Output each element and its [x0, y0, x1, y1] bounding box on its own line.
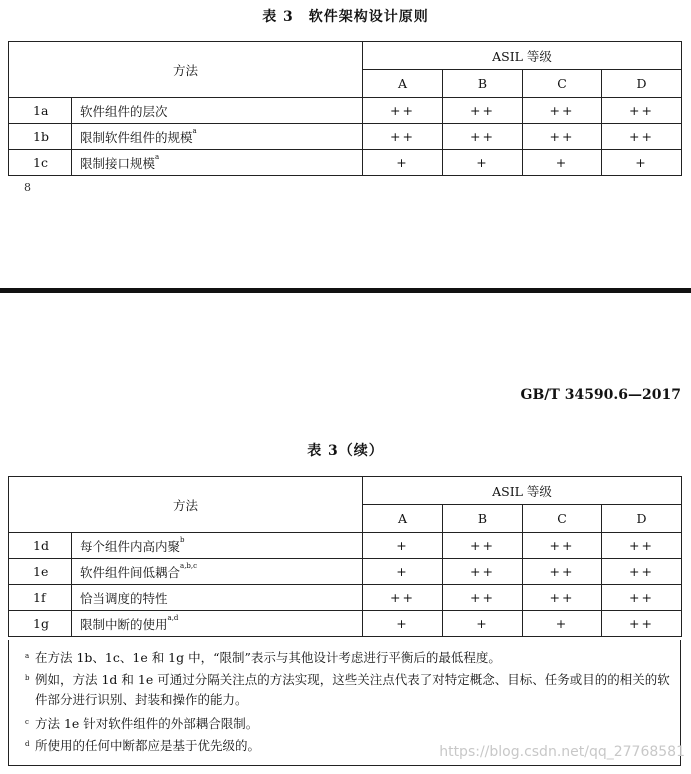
mark-d: ++: [602, 559, 682, 585]
table-row: [9, 150, 682, 176]
method-code: 1g: [9, 611, 72, 637]
method-code: 1e: [9, 559, 72, 585]
mark-a: ++: [363, 98, 443, 124]
table-row: [9, 585, 682, 611]
method-code: 1b: [9, 124, 72, 150]
asil-level-d: D: [602, 505, 682, 533]
asil-level-c: C: [523, 505, 602, 533]
mark-b: ++: [443, 585, 523, 611]
asil-level-d: D: [602, 70, 682, 98]
mark-c: +: [523, 611, 602, 637]
method-name: 限制软件组件的规模$^a$: [72, 124, 363, 150]
mark-c: ++: [523, 124, 602, 150]
method-name: 每个组件内高内聚$^b$: [72, 533, 363, 559]
asil-level-b: B: [443, 505, 523, 533]
asil-header: ASIL 等级: [363, 477, 682, 505]
footnote-text: 方法 1e 针对软件组件的外部耦合限制。: [35, 716, 259, 731]
footnote-label: d: [25, 740, 30, 748]
mark-b: ++: [443, 98, 523, 124]
footnote-ref: a: [155, 152, 160, 161]
method-header: 方法: [9, 42, 363, 98]
footnote-ref: a: [192, 126, 197, 135]
table-row: [9, 124, 682, 150]
method-name: 软件组件的层次: [72, 98, 363, 124]
asil-table-top: [8, 41, 682, 176]
footnote-text: 在方法 1b、1c、1e 和 1g 中，“限制”表示与其他设计考虑进行平衡后的最低程度。: [35, 650, 501, 665]
footnote-ref: b: [180, 535, 185, 544]
mark-c: ++: [523, 98, 602, 124]
mark-b: +: [443, 611, 523, 637]
footnote-label: b: [25, 674, 30, 682]
asil-header: ASIL 等级: [363, 42, 682, 70]
mark-d: ++: [602, 611, 682, 637]
footnote: [25, 714, 675, 734]
mark-c: ++: [523, 559, 602, 585]
footnote-label: c: [25, 718, 29, 726]
asil-level-a: A: [363, 70, 443, 98]
mark-b: ++: [443, 559, 523, 585]
method-code: 1d: [9, 533, 72, 559]
mark-b: ++: [443, 124, 523, 150]
method-code: 1f: [9, 585, 72, 611]
footnote-text: 所使用的任何中断都应是基于优先级的。: [35, 738, 261, 753]
method-header: 方法: [9, 477, 363, 533]
footnote: [25, 648, 675, 668]
method-name: 限制中断的使用$^{a,d}$: [72, 611, 363, 637]
method-name: 限制接口规模$^a$: [72, 150, 363, 176]
asil-table-bottom: [8, 476, 682, 637]
table-row: [9, 98, 682, 124]
mark-c: +: [523, 150, 602, 176]
mark-a: +: [363, 533, 443, 559]
page-number: 8: [24, 181, 31, 194]
mark-d: ++: [602, 124, 682, 150]
footnote-ref: a,b,c: [180, 561, 198, 570]
watermark-url: https://blog.csdn.net/qq_27768581: [439, 744, 685, 760]
table-caption-bottom: 表 3（续）: [307, 443, 384, 459]
mark-c: ++: [523, 585, 602, 611]
page-divider: [0, 288, 691, 293]
footnote-label: a: [25, 652, 30, 660]
asil-level-c: C: [523, 70, 602, 98]
mark-a: +: [363, 559, 443, 585]
footnote: [25, 670, 675, 710]
asil-level-a: A: [363, 505, 443, 533]
mark-c: ++: [523, 533, 602, 559]
table-row: [9, 611, 682, 637]
mark-d: ++: [602, 98, 682, 124]
mark-d: ++: [602, 585, 682, 611]
footnote-ref: a,d: [167, 613, 179, 622]
method-name: 软件组件间低耦合$^{a,b,c}$: [72, 559, 363, 585]
mark-b: ++: [443, 533, 523, 559]
mark-a: +: [363, 150, 443, 176]
mark-b: +: [443, 150, 523, 176]
mark-d: ++: [602, 533, 682, 559]
method-name: 恰当调度的特性: [72, 585, 363, 611]
mark-d: +: [602, 150, 682, 176]
table-caption-top: 表 3 软件架构设计原则: [262, 9, 429, 25]
mark-a: +: [363, 611, 443, 637]
mark-a: ++: [363, 585, 443, 611]
table-row: [9, 559, 682, 585]
method-code: 1c: [9, 150, 72, 176]
mark-a: ++: [363, 124, 443, 150]
standard-number: GB/T 34590.6—2017: [520, 387, 681, 403]
table-row: [9, 533, 682, 559]
footnote-text: 例如，方法 1d 和 1e 可通过分隔关注点的方法实现，这些关注点代表了对特定概念、目标、任务或目的的相关的软件部分进行识别、封装和操作的能力。: [35, 672, 670, 707]
asil-level-b: B: [443, 70, 523, 98]
method-code: 1a: [9, 98, 72, 124]
